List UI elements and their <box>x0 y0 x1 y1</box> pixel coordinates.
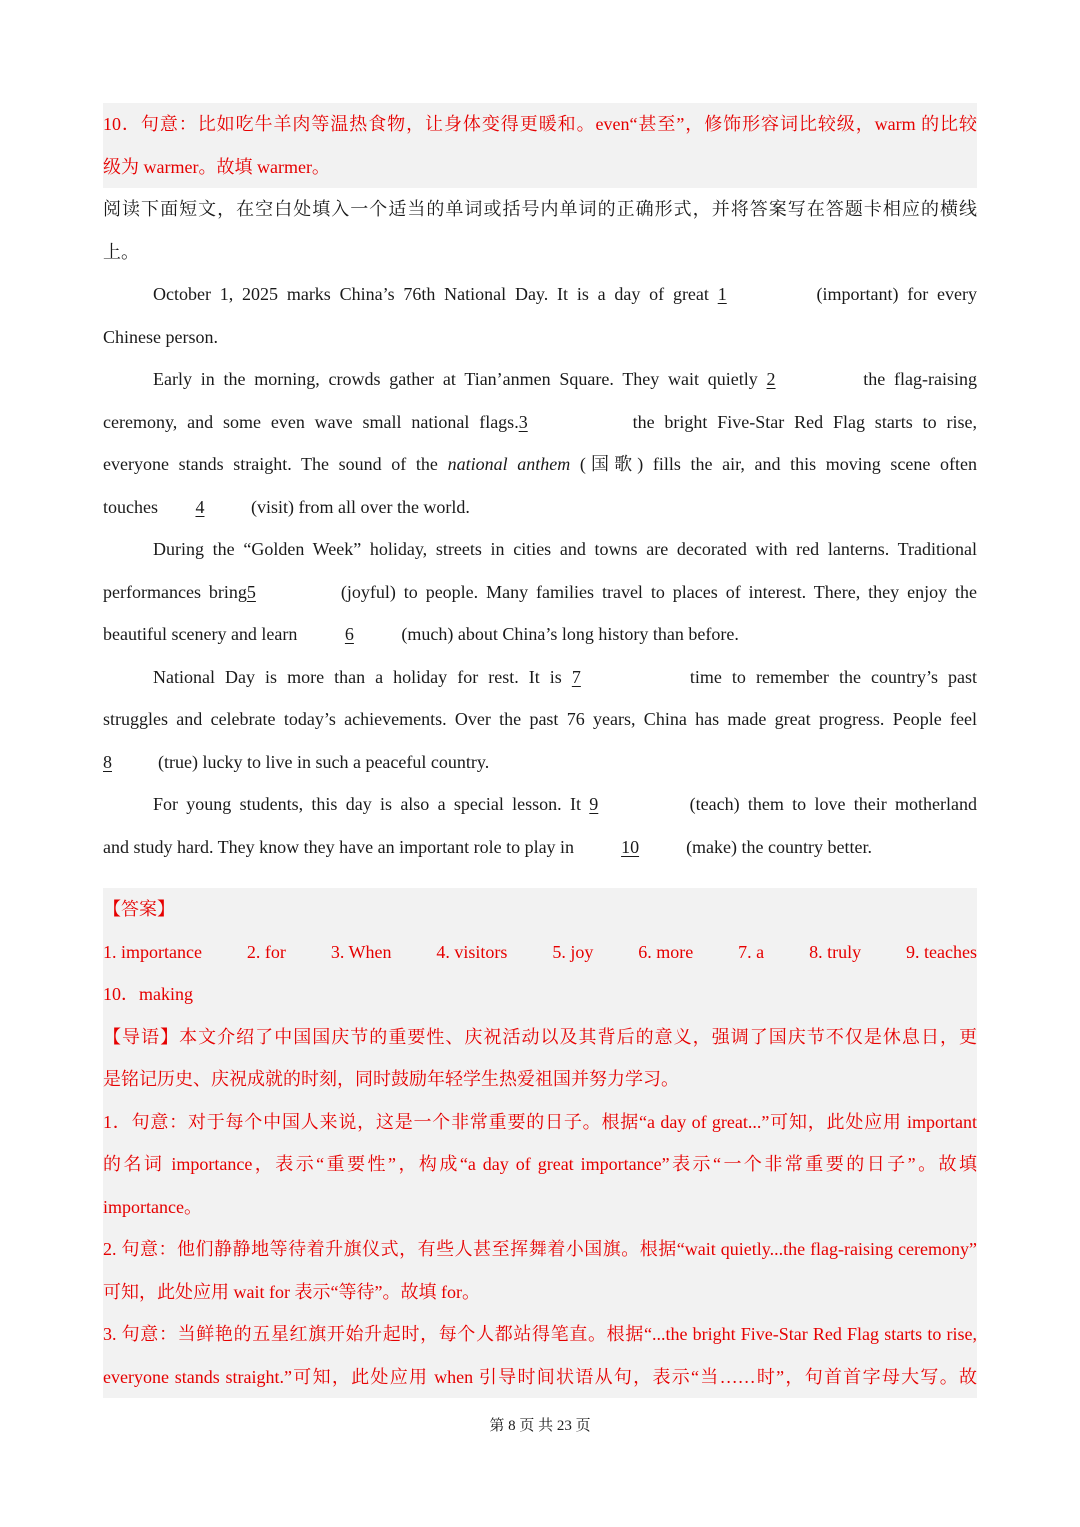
passage-text: (make) the country better. <box>686 836 872 857</box>
previous-explanation <box>103 103 977 188</box>
answer-item-last: 10．making <box>103 984 193 1004</box>
passage-line <box>103 698 977 741</box>
answer-heading: 【答案】 <box>103 899 175 919</box>
passage-line <box>103 571 977 614</box>
passage-text: performances bring <box>103 581 247 602</box>
explanation-1-line-1: 1．句意：对于每个中国人来说，这是一个非常重要的日子。根据“a day of great...”可知，此处应用 important <box>103 1111 977 1132</box>
prev-explanation-line-2: 级为 warmer。故填 warmer。 <box>103 156 330 177</box>
answer-item: 2. for <box>246 941 286 962</box>
explanation-3-line-1: 3. 句意：当鲜艳的五星红旗开始升起时，每个人都站得笔直。根据“...the bright Five-Star Red Flag starts to rise, <box>103 1324 977 1344</box>
blank-6: 6 <box>344 624 354 644</box>
passage-text: (国歌) fills the air, and this moving scene often <box>579 454 978 474</box>
passage-line <box>103 613 977 656</box>
blank-2: 2 <box>766 369 776 389</box>
prev-explanation-line-1: 10．句意：比如吃牛羊肉等温热食物，让身体变得更暖和。even“甚至”，修饰形容词比较级，warm 的比较 <box>103 114 977 134</box>
answer-item: 1. importance <box>103 941 202 962</box>
passage-text: (much) about China’s long history than before. <box>401 624 739 644</box>
blank-8: 8 <box>103 751 112 772</box>
blank-4: 4 <box>195 496 205 517</box>
passage-text: Chinese person. <box>103 326 218 347</box>
explanation-2-line-1: 2. 句意：他们静静地等待着升旗仪式，有些人甚至挥舞着小国旗。根据“wait quietly...the flag-raising ceremony” <box>103 1239 977 1259</box>
passage-line <box>103 826 977 869</box>
answer-item: 6. more <box>638 941 694 962</box>
passage-text: struggles and celebrate today’s achievements. Over the past 76 years, China has made great progress. People feel <box>103 709 977 729</box>
passage-line <box>103 401 977 444</box>
passage-text: touches <box>103 496 158 517</box>
answer-item: 7. a <box>738 941 765 962</box>
passage-text: everyone stands straight. The sound of the <box>103 454 438 474</box>
passage-text: and study hard. They know they have an important role to play in <box>103 836 575 857</box>
passage-line <box>103 273 977 316</box>
explanation-3-line-2: everyone stands straight.”可知，此处应用 when 引导时间状语从句，表示“当……时”，句首首字母大写。故 <box>103 1366 977 1387</box>
passage-text: (joyful) to people. Many families travel to places of interest. There, they enjoy the <box>340 581 977 602</box>
instruction-line-2: 上。 <box>103 241 139 262</box>
passage-text: (important) for every <box>816 284 978 304</box>
passage-text: beautiful scenery and learn <box>103 624 298 644</box>
passage-text: the bright Five-Star Red Flag starts to rise, <box>632 411 978 432</box>
passage-text: time to remember the country’s past <box>689 666 978 687</box>
passage-line <box>103 656 977 699</box>
passage <box>103 273 977 868</box>
blank-1: 1 <box>717 284 727 304</box>
answer-section <box>103 888 977 1398</box>
blank-5: 5 <box>246 581 256 602</box>
passage-text-italic: national anthem <box>447 454 571 474</box>
passage-text: (teach) them to love their motherland <box>689 794 978 814</box>
passage-text: (visit) from all over the world. <box>250 496 470 517</box>
spacer <box>103 868 977 888</box>
answer-item: 9. teaches <box>906 941 977 962</box>
answer-item: 4. visitors <box>436 941 508 962</box>
blank-9: 9 <box>589 794 599 814</box>
page-footer: 第 8 页 共 23 页 <box>489 1418 591 1434</box>
passage-text: (true) lucky to live in such a peaceful country. <box>158 751 490 772</box>
answer-list <box>103 931 977 974</box>
passage-line <box>103 486 977 529</box>
instruction-line-1: 阅读下面短文，在空白处填入一个适当的单词或括号内单词的正确形式，并将答案写在答题卡相应的横线 <box>103 199 977 219</box>
passage-text: During the “Golden Week” holiday, streets in cities and towns are decorated with red lanterns. Traditional <box>153 539 977 559</box>
blank-3: 3 <box>518 411 528 432</box>
guide-line-2: 是铭记历史、庆祝成就的时刻，同时鼓励年轻学生热爱祖国并努力学习。 <box>103 1069 679 1089</box>
passage-line <box>103 783 977 826</box>
passage-text: For young students, this day is also a special lesson. It <box>153 794 581 814</box>
passage-text: National Day is more than a holiday for rest. It is <box>153 666 562 687</box>
passage-line <box>103 316 977 359</box>
answer-item: 3. When <box>330 941 392 962</box>
passage-line <box>103 443 977 486</box>
passage-text: ceremony, and some even wave small national flags. <box>103 411 519 432</box>
passage-line <box>103 358 977 401</box>
explanation-1-line-2: 的名词 importance，表示“重要性”，构成“a day of great importance”表示“一个非常重要的日子”。故填 <box>103 1154 977 1174</box>
passage-line <box>103 528 977 571</box>
explanation-2-line-2: 可知，此处应用 wait for 表示“等待”。故填 for。 <box>103 1281 480 1302</box>
blank-10: 10 <box>621 836 640 857</box>
guide-line-1: 【导语】本文介绍了中国国庆节的重要性、庆祝活动以及其背后的意义，强调了国庆节不仅是休息日，更 <box>103 1026 977 1047</box>
answer-item: 5. joy <box>552 941 594 962</box>
answer-item: 8. truly <box>809 941 862 962</box>
passage-text: October 1, 2025 marks China’s 76th National Day. It is a day of great <box>153 284 709 304</box>
passage-text: Early in the morning, crowds gather at Tian’anmen Square. They wait quietly <box>153 369 758 389</box>
passage-line <box>103 741 977 784</box>
explanation-1-line-3: importance。 <box>103 1196 202 1217</box>
blank-7: 7 <box>571 666 581 687</box>
page-content <box>103 103 977 1398</box>
passage-text: the flag-raising <box>863 369 978 389</box>
instruction <box>103 188 977 273</box>
